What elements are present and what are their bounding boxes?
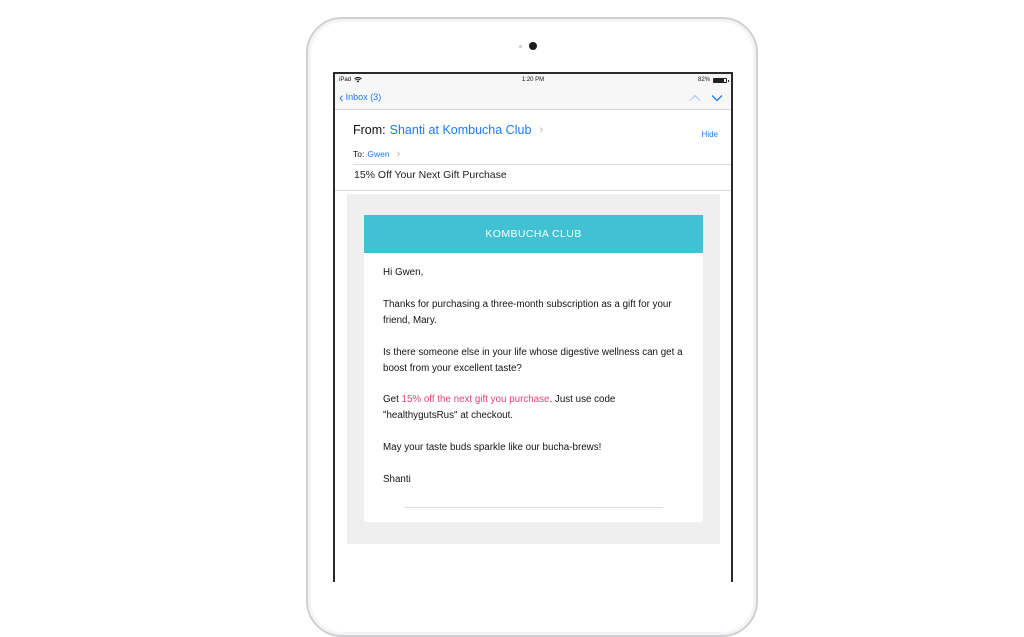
email-card: [364, 215, 703, 522]
status-right: [698, 77, 727, 83]
sender-link[interactable]: Shanti at Kombucha Club: [389, 123, 532, 137]
device-sensor: [519, 45, 522, 48]
offer-suffix: . Just use code "healthygutsRus" at checkout.: [383, 394, 616, 421]
signature-text: Shanti: [383, 474, 411, 485]
to-label: To:: [353, 149, 365, 159]
offer-highlight: 15% off the next gift you purchase: [401, 394, 550, 405]
battery-level: [714, 79, 724, 82]
subject-divider: [335, 190, 731, 191]
message-header: [335, 110, 731, 192]
back-label: Inbox (3): [345, 92, 382, 102]
footer-divider: [404, 507, 663, 508]
status-bar: [335, 74, 731, 88]
back-to-inbox-button[interactable]: [339, 89, 382, 105]
from-label: From:: [353, 123, 386, 137]
paragraph-thanks: Thanks for purchasing a three-month subscription as a gift for your friend, Mary.: [383, 299, 672, 326]
device-name: iPad: [339, 77, 352, 83]
closing-text: May your taste buds sparkle like our bucha-brews!: [383, 442, 602, 453]
paragraph-question: Is there someone else in your life whose digestive wellness can get a boost from your excellent taste?: [383, 347, 683, 374]
from-row: [353, 123, 543, 137]
mail-screen: [333, 72, 733, 582]
device-camera: [529, 42, 537, 50]
header-divider: [353, 164, 731, 165]
mail-navbar: [335, 88, 731, 110]
chevron-up-icon[interactable]: [689, 93, 701, 103]
subject-line: 15% Off Your Next Gift Purchase: [354, 169, 507, 181]
battery-icon: [713, 78, 727, 83]
paragraph-offer: [383, 392, 687, 424]
email-body-frame: [347, 194, 720, 544]
battery-percent: 82%: [697, 77, 710, 83]
greeting-text: Hi Gwen,: [383, 267, 424, 278]
status-time: 1:20 PM: [521, 77, 545, 83]
chevron-right-icon: ›: [396, 148, 401, 160]
offer-prefix: Get: [383, 394, 402, 405]
message-nav-arrows: [689, 93, 723, 103]
chevron-right-icon: ›: [539, 124, 544, 136]
to-row: [353, 148, 400, 160]
chevron-left-icon: ‹: [339, 89, 344, 105]
recipient-link[interactable]: Gwen: [367, 149, 390, 159]
hide-button[interactable]: Hide: [701, 130, 718, 139]
chevron-down-icon[interactable]: [711, 93, 723, 103]
email-banner: KOMBUCHA CLUB: [364, 215, 703, 253]
